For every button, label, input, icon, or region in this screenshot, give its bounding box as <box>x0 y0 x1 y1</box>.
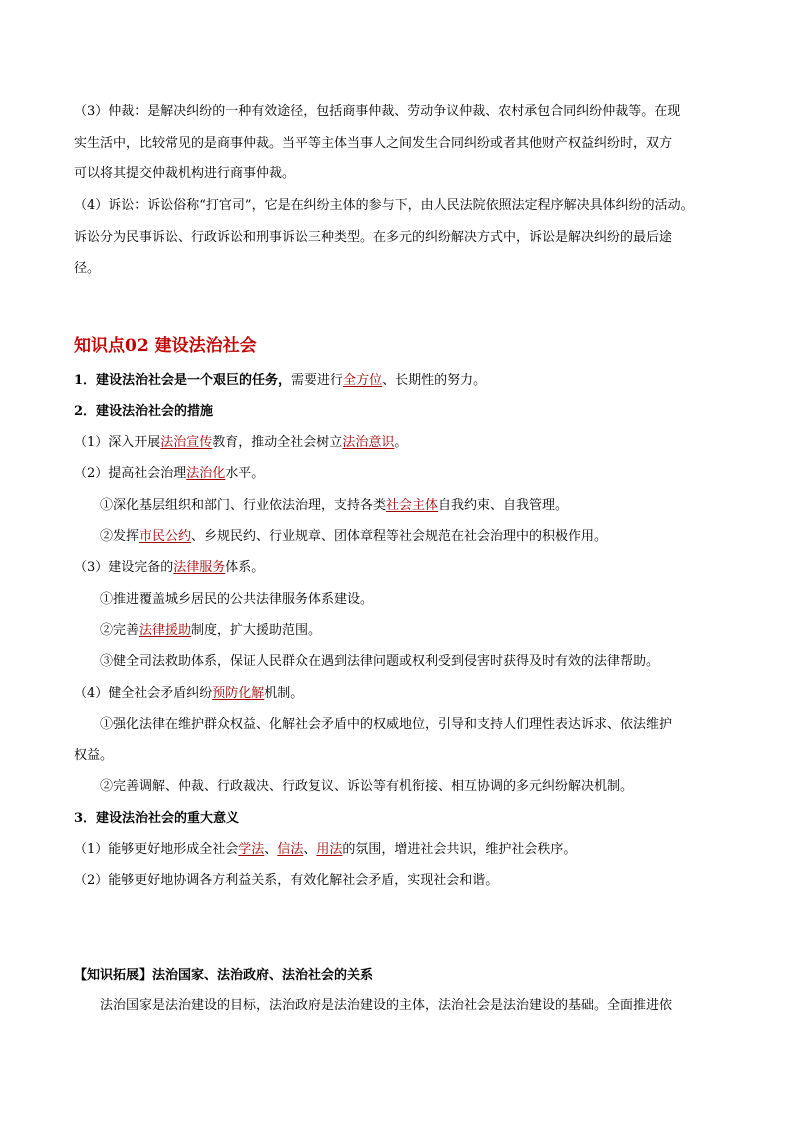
measure-1-underlined-2: 法治意识 <box>342 435 395 450</box>
measure-3-sub-2-tail: 制度，扩大援助范围。 <box>191 623 322 638</box>
measure-4-underlined: 预防化解 <box>212 686 265 701</box>
measure-2-sub-2-underlined: 市民公约 <box>139 529 192 544</box>
point-1-bold: 1．建设法治社会是一个艰巨的任务， <box>74 373 292 388</box>
measure-2-sub-1-text: ①深化基层组织和部门、行业依法治理，支持各类 <box>100 498 387 513</box>
significance-2: （2）能够更好地协调各方利益关系，有效化解社会矛盾，实现社会和谐。 <box>74 873 499 888</box>
measure-3-underlined: 法律服务 <box>173 560 226 575</box>
measure-3-text: （3）建设完备的 <box>74 560 174 575</box>
significance-1-underlined-2: 信法 <box>277 842 304 857</box>
measure-3-sub-2-text: ②完善 <box>100 623 140 638</box>
measure-2-sub-1 <box>100 496 760 516</box>
significance-1-tail: 的氛围，增进社会共识，维护社会秩序。 <box>342 842 577 857</box>
measure-1-underlined-1: 法治宣传 <box>160 435 213 450</box>
measure-1-mid: 教育，推动全社会树立 <box>212 435 343 450</box>
measure-4-text: （4）健全社会矛盾纠纷 <box>74 686 213 701</box>
measure-2-sub-2-text: ②发挥 <box>100 529 140 544</box>
measure-2 <box>74 464 734 484</box>
measure-3-sub-1: ①推进覆盖城乡居民的公共法律服务体系建设。 <box>100 592 374 607</box>
measure-2-sub-1-tail: 自我约束、自我管理。 <box>438 498 569 513</box>
significance-1-sep-1: 、 <box>264 842 278 857</box>
significance-1-underlined-1: 学法 <box>238 842 265 857</box>
section-heading: 知识点02 建设法治社会 <box>74 336 257 356</box>
significance-1-sep-2: 、 <box>303 842 317 857</box>
measure-2-text: （2）提高社会治理 <box>74 466 187 481</box>
measure-3-sub-2 <box>100 621 760 641</box>
measure-1-tail: 。 <box>394 435 408 450</box>
measure-4-sub-2: ②完善调解、仲裁、行政裁决、行政复议、诉讼等有机衔接、相互协调的多元纠纷解决机制。 <box>100 779 634 794</box>
measure-2-underlined: 法治化 <box>186 466 226 481</box>
measure-2-sub-2 <box>100 527 760 547</box>
para-litigation-line-1: （4）诉讼：诉讼俗称“打官司”，它是在纠纷主体的参与下，由人民法院依照法定程序解决具体纠纷的活动。 <box>74 198 694 213</box>
extension-title: 【知识拓展】法治国家、法治政府、法治社会的关系 <box>74 968 374 983</box>
measure-2-sub-1-underlined: 社会主体 <box>386 498 439 513</box>
para-arbitration-line-2: 实生活中，比较常见的是商事仲裁。当平等主体当事人之间发生合同纠纷或者其他财产权益纠纷时，双方 <box>74 136 673 151</box>
measure-1-text: （1）深入开展 <box>74 435 161 450</box>
extension-text: 法治国家是法治建设的目标，法治政府是法治建设的主体，法治社会是法治建设的基础。全面推进依 <box>100 998 673 1013</box>
para-arbitration-line-1: （3）仲裁：是解决纠纷的一种有效途径，包括商事仲裁、劳动争议仲裁、农村承包合同纠纷仲裁等。在现 <box>74 104 681 119</box>
measure-2-sub-2-tail: 、乡规民约、行业规章、团体章程等社会规范在社会治理中的积极作用。 <box>191 529 608 544</box>
para-litigation-line-3: 径。 <box>74 261 101 276</box>
significance-1-text: （1）能够更好地形成全社会 <box>74 842 239 857</box>
measure-4 <box>74 684 734 704</box>
point-1-text: 需要进行 <box>291 373 344 388</box>
point-1-tail: 、长期性的努力。 <box>382 373 487 388</box>
measure-1 <box>74 433 734 453</box>
measure-4-sub-1-line-2: 权益。 <box>74 748 114 763</box>
para-litigation-line-2: 诉讼分为民事诉讼、行政诉讼和刑事诉讼三种类型。在多元的纠纷解决方式中，诉讼是解决纠纷的最后途 <box>74 230 673 245</box>
measure-3-sub-2-underlined: 法律援助 <box>139 623 192 638</box>
significance-1 <box>74 840 734 860</box>
measure-2-tail: 水平。 <box>225 466 265 481</box>
point-3-title: 3．建设法治社会的重大意义 <box>74 811 240 826</box>
measure-4-sub-1-line-1: ①强化法律在维护群众权益、化解社会矛盾中的权威地位，引导和支持人们理性表达诉求、依法维护 <box>100 717 673 732</box>
measure-3 <box>74 558 734 578</box>
point-1-underlined: 全方位 <box>343 373 383 388</box>
measure-4-tail: 机制。 <box>264 686 304 701</box>
measure-3-sub-3: ③健全司法救助体系，保证人民群众在遇到法律问题或权利受到侵害时获得及时有效的法律帮助。 <box>100 654 660 669</box>
point-2-title: 2．建设法治社会的措施 <box>74 404 214 419</box>
significance-1-underlined-3: 用法 <box>316 842 343 857</box>
measure-3-tail: 体系。 <box>225 560 265 575</box>
para-arbitration-line-3: 可以将其提交仲裁机构进行商事仲裁。 <box>74 166 296 181</box>
point-1 <box>74 371 734 391</box>
